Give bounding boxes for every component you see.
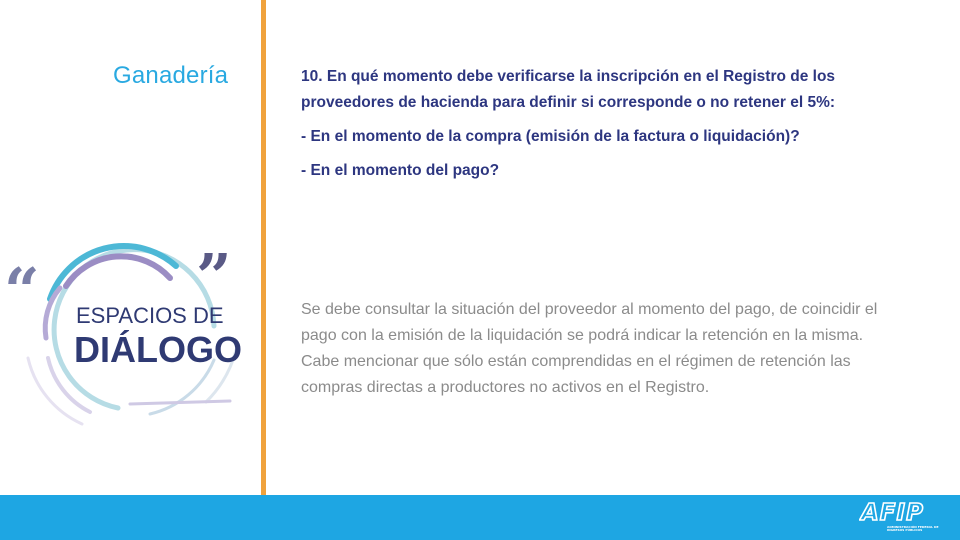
afip-mark-icon (859, 498, 947, 524)
logo-line-espacios: ESPACIOS DE (76, 303, 224, 328)
open-quote-mark: “ (4, 254, 40, 327)
afip-logo (859, 498, 947, 538)
afip-brand-text: AFIP (861, 500, 924, 524)
vertical-divider (261, 0, 266, 495)
footer-bar (0, 495, 960, 540)
question-option-payment: - En el momento del pago? (301, 162, 500, 179)
answer-text: Se debe consultar la situación del proveedor al momento del pago, de coincidir el pago con la emisión de la liquidación se podrá indicar la retención en la misma. Cabe mencionar que sólo están comprendidas en el régimen de retención las compras directas a productores no activos en el Registro. (301, 301, 878, 396)
close-quote-mark: ” (196, 240, 232, 313)
section-title: Ganadería (113, 62, 229, 89)
question-option-purchase: - En el momento de la compra (emisión de la factura o liquidación)? (301, 128, 800, 145)
afip-subtitle: ADMINISTRACIÓN FEDERAL DE INGRESOS PÚBLICOS (887, 525, 939, 533)
espacios-de-dialogo-logo (0, 226, 252, 438)
question-block (301, 64, 891, 184)
logo-line-dialogo: DIÁLOGO (74, 329, 242, 370)
dialogo-arcs-graphic (0, 226, 252, 438)
question-title: 10. En qué momento debe verificarse la inscripción en el Registro de los proveedores de hacienda para definir si corresponde o no retener el 5%: (301, 68, 836, 111)
